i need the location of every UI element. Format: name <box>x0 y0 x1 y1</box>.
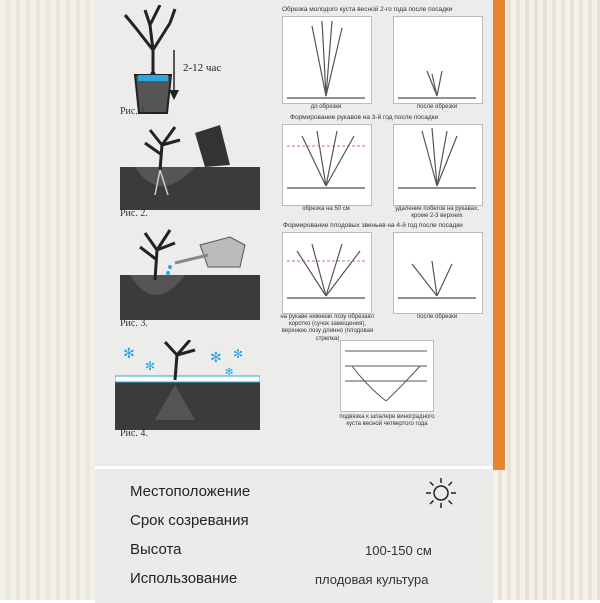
wood-frame-right <box>493 0 600 600</box>
usage-value: плодовая культура <box>315 572 429 587</box>
label-after-2: после обрезки <box>416 314 458 320</box>
winter-illustration <box>115 340 260 430</box>
label-lower-note: на рукаве нижнюю лозу обрезают коротко (сучок замещения), верхнюю лозу длинно (плодовая стрелка) <box>280 314 375 342</box>
pruning-header-2: Формирование рукавов на 3-й год после посадки <box>290 114 439 121</box>
fig-2-label: Рис. 2. <box>120 208 148 219</box>
label-cut50: обрезка на 50 см <box>302 206 350 212</box>
fig-3-label: Рис. 3. <box>120 318 148 329</box>
label-after: после обрезки <box>416 104 458 110</box>
fig-4-label: Рис. 4. <box>120 428 148 439</box>
label-remove-shoots: удаление побегов на рукавах, кроме 2-3 верхних <box>395 206 479 220</box>
svg-text:✻: ✻ <box>225 367 234 378</box>
soak-time-label: 2-12 час <box>183 62 222 74</box>
accent-strip <box>493 0 505 470</box>
label-trellis: подвязка к шпалере виноградного куста весной четвертого года <box>339 414 435 428</box>
svg-text:✻: ✻ <box>145 359 156 373</box>
arrow-down-icon <box>168 50 180 100</box>
planting-illustration <box>120 125 260 210</box>
pruning-header-1: Обрезка молодого куста весной 2-го года после посадки <box>282 6 453 13</box>
pruning-plants <box>282 16 482 416</box>
location-label: Местоположение <box>130 483 251 500</box>
svg-text:✻: ✻ <box>210 350 222 366</box>
watering-illustration <box>120 225 260 320</box>
usage-label: Использование <box>130 570 238 587</box>
ripening-label: Срок созревания <box>130 512 249 529</box>
soak-illustration <box>105 5 255 115</box>
wood-frame-left <box>0 0 95 600</box>
height-label: Высота <box>130 541 182 558</box>
pruning-header-3: Формирование плодовых звеньев на 4-й год после посадки <box>283 222 463 229</box>
fig-1-label: Рис. 1. <box>120 106 148 117</box>
sun-icon <box>424 476 458 510</box>
svg-text:✻: ✻ <box>233 347 244 361</box>
label-before: до обрезки <box>310 104 342 110</box>
svg-text:✻: ✻ <box>123 346 135 362</box>
height-value: 100-150 см <box>365 543 432 558</box>
